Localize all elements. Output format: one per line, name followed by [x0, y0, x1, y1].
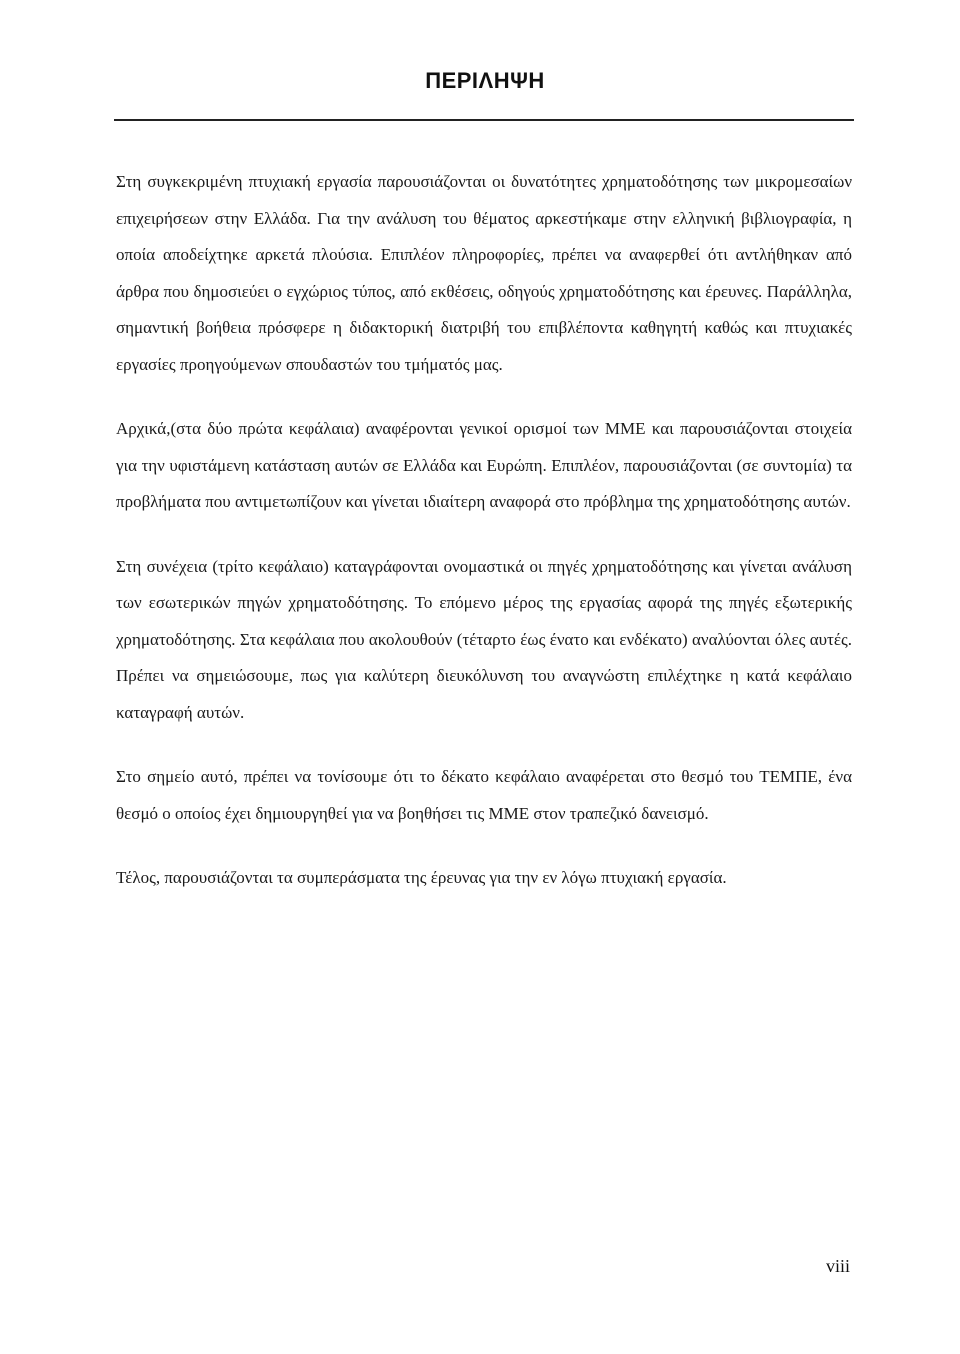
page-title: ΠΕΡΙΛΗΨΗ — [425, 68, 545, 93]
paragraph-5: Τέλος, παρουσιάζονται τα συμπεράσματα της έρευνας για την εν λόγω πτυχιακή εργασία. — [116, 868, 727, 887]
paragraph-3: Στη συνέχεια (τρίτο κεφάλαιο) καταγράφονται ονομαστικά οι πηγές χρηματοδότησης και γίνεται ανάλυση των εσωτερικών πηγών χρηματοδότησης. Το επόμενο μέρος της εργασίας αφορά της πηγές εξωτερικής χρηματοδότησης. Στα κεφάλαια που ακολουθούν (τέταρτο έως ένατο και ενδέκατο) αναλύονται όλες αυτές. Πρέπει να σημειώσουμε, πως για καλύτερη διευκόλυνση του αναγνώστη επιλέχτηκε η κατά κεφάλαιο καταγραφή αυτών. — [116, 556, 852, 722]
title-divider — [114, 119, 854, 121]
paragraph-2: Αρχικά,(στα δύο πρώτα κεφάλαια) αναφέρονται γενικοί ορισμοί των ΜΜΕ και παρουσιάζονται στοιχεία για την υφιστάμενη κατάσταση αυτών σε Ελλάδα και Ευρώπη. Επιπλέον, παρουσιάζονται (σε συντομία) τα προβλήματα που αντιμετωπίζουν και γίνεται ιδιαίτερη αναφορά στο πρόβλημα της χρηματοδότησης αυτών. — [116, 419, 852, 511]
paragraph-4: Στο σημείο αυτό, πρέπει να τονίσουμε ότι το δέκατο κεφάλαιο αναφέρεται στο θεσμό του ΤΕΜΠΕ, ένα θεσμό ο οποίος έχει δημιουργηθεί για να βοηθήσει τις ΜΜΕ στον τραπεζικό δανεισμό. — [116, 767, 852, 823]
paragraph-1: Στη συγκεκριμένη πτυχιακή εργασία παρουσιάζονται οι δυνατότητες χρηματοδότησης των μικρομεσαίων επιχειρήσεων στην Ελλάδα. Για την ανάλυση του θέματος αρκεστήκαμε στην ελληνική βιβλιογραφία, η οποία αποδείχτηκε αρκετά πλούσια. Επιπλέον πληροφορίες, πρέπει να αναφερθεί ότι αντλήθηκαν από άρθρα που δημοσιεύει ο εγχώριος τύπος, από εκθέσεις, οδηγούς χρηματοδότησης και έρευνες. Παράλληλα, σημαντική βοήθεια πρόσφερε η διδακτορική διατριβή του επιβλέποντα καθηγητή καθώς και πτυχιακές εργασίες προηγούμενων σπουδαστών του τμήματός μας. — [116, 172, 852, 374]
page-number: viii — [825, 1256, 850, 1276]
abstract-body — [116, 164, 852, 925]
